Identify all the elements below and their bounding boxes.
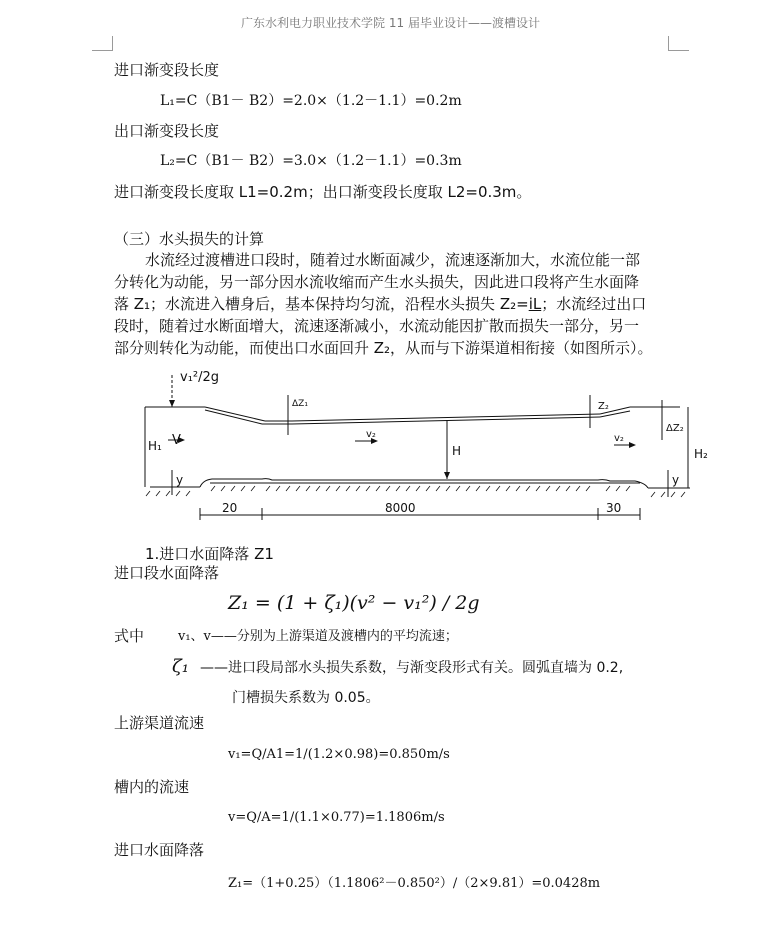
z1-formula: Z₁ = (1 + ζ₁)(v² − v₁²) / 2g [228, 592, 480, 614]
upstream-velocity-formula: v₁=Q/A1=1/(1.2×0.98)=0.850m/s [228, 747, 450, 762]
flow-arrows [168, 400, 636, 479]
paragraph-line: 分转化为动能，另一部分因水流收缩而产生水头损失，因此进口段将产生水面降 [114, 273, 640, 291]
paragraph-line [114, 294, 646, 314]
trough-water-slope [292, 414, 600, 421]
dz2-label: ΔZ₂ [666, 423, 684, 434]
z2-label: Z₂ [598, 401, 609, 412]
inlet-length-formula: L₁=C（B1－ B2）=2.0×（1.2－1.1）=0.2m [160, 93, 462, 109]
where-line-zeta: ——进口段局部水头损失系数，与渐变段形式有关。圆弧直墙为 0.2, [200, 660, 624, 676]
v2-mid-label: v₂ [366, 429, 376, 440]
aqueduct-head-loss-diagram [0, 360, 781, 530]
velocity-head-label: v₁²/2g [180, 370, 220, 385]
where-prefix: 式中 [114, 627, 145, 645]
paragraph-line: 段时，随着过水断面增大，流速逐渐减小，水流动能因扩散而损失一部分，另一 [114, 317, 640, 335]
where-line-velocity: v₁、v——分别为上游渠道及渡槽内的平均流速； [178, 629, 458, 644]
dimension-left-label: 20 [222, 501, 238, 515]
paragraph-line: 水流经过渡槽进口段时，随着过水断面减少，流速逐渐加大，水流位能一部 [145, 251, 641, 269]
inlet-drop-calc-label: 进口水面降落 [114, 841, 205, 859]
paragraph-underlined: iL [528, 295, 542, 313]
upstream-velocity-label: 上游渠道流速 [114, 714, 205, 732]
h1-label: H₁ [148, 439, 162, 453]
inlet-surface-edge [205, 410, 262, 424]
trough-water-slope-edge [292, 417, 600, 424]
inlet-length-label: 进口渐变段长度 [114, 61, 220, 79]
subheading-z1: 1.进口水面降落 Z1 [145, 545, 274, 563]
page-header: 广东水利电力职业技术学院 11 届毕业设计——渡槽设计 [241, 16, 540, 30]
h-label: H [452, 444, 462, 458]
bed-hatching [146, 486, 685, 497]
v-left-label: V [172, 433, 181, 448]
inlet-water-drop [205, 407, 265, 421]
transition-summary: 进口渐变段长度取 L1=0.2m；出口渐变段长度取 L2=0.3m。 [114, 183, 532, 201]
h2-label: H₂ [694, 447, 708, 461]
y-left-label: y [176, 473, 184, 487]
where-line-gate: 门槽损失系数为 0.05。 [232, 690, 380, 706]
dimension-right-label: 30 [606, 501, 622, 515]
paragraph-text: ；水流经过出口 [541, 295, 647, 313]
inlet-drop-calc-formula: Z₁=（1+0.25）（1.1806²－0.850²）/（2×9.81）=0.0428m [228, 876, 601, 891]
margin-corner-mark [92, 36, 113, 51]
paragraph-text: 落 Z₁；水流进入槽身后，基本保持均匀流，沿程水头损失 Z₂= [114, 295, 529, 313]
paragraph-line: 部分则转化为动能，而使出口水面回升 Z₂，从而与下游渠道相衔接（如图所示）。 [114, 339, 653, 357]
dimension-mid-label: 8000 [385, 501, 416, 515]
y-right-label: y [672, 473, 680, 487]
dz1-label: ΔZ₁ [292, 399, 308, 409]
trough-velocity-formula: v=Q/A=1/(1.1×0.77)=1.1806m/s [228, 810, 445, 825]
v2-right-label: v₂ [614, 433, 624, 444]
section-heading: （三）水头损失的计算 [114, 230, 265, 248]
outlet-length-formula: L₂=C（B1－ B2）=3.0×（1.2－1.1）=0.3m [160, 153, 462, 169]
margin-corner-mark [668, 36, 689, 51]
zeta-symbol: ζ₁ [172, 656, 189, 677]
outlet-length-label: 出口渐变段长度 [114, 122, 220, 140]
inlet-drop-label: 进口段水面降落 [114, 564, 220, 582]
trough-velocity-label: 槽内的流速 [114, 778, 190, 796]
